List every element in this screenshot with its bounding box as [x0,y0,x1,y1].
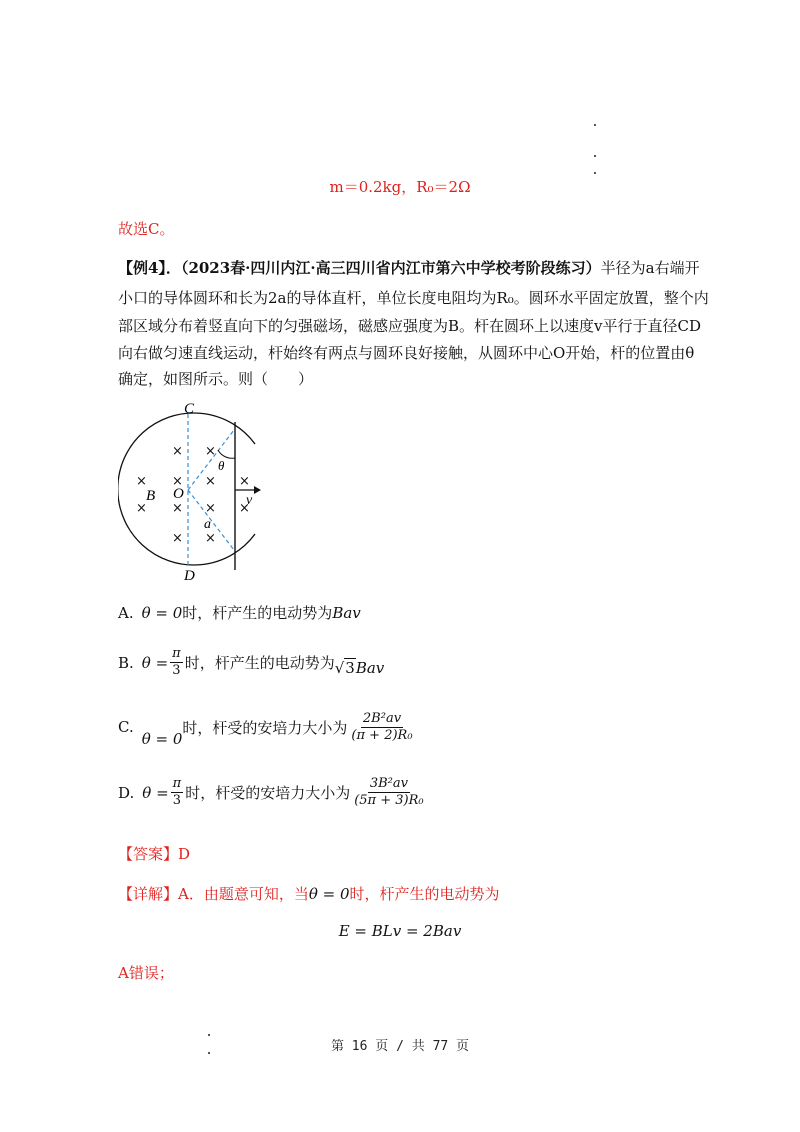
fraction-denominator: 3 [172,793,182,808]
label-o: O [173,486,184,502]
example-tag: 【例4】． [118,259,181,277]
option-c-prefix: C. [118,718,134,736]
field-cross: × [205,531,216,546]
decorative-dot [594,124,596,126]
detail-condition: θ = 0 [308,885,350,903]
example-line-2: 小口的导体圆环和长为2a的导体直杆，单位长度电阻均为R₀。圆环水平固定放置，整个内 [118,289,709,307]
detail-line [118,883,500,904]
fraction-denominator: 3 [172,663,181,678]
option-b[interactable] [118,646,384,679]
fraction-numerator: π [172,776,182,791]
option-b-value: √3Bav [334,658,385,677]
field-cross: × [239,501,250,516]
option-b-prefix: B. [118,653,134,672]
label-b: B [146,488,156,504]
answer-label: 【答案】D [118,845,191,863]
sqrt-radicand: 3 [345,658,355,677]
field-cross: × [205,444,216,459]
option-a-condition: θ = 0 [141,603,183,622]
option-d-fraction-force [352,776,425,809]
option-b-value-rest: Bav [355,658,385,677]
page-footer: 第 16 页 / 共 77 页 [330,1039,470,1054]
field-cross: × [172,444,183,459]
example-source: （2023春·四川内江·高三四川省内江市第六中学校考阶段练习） [180,259,601,277]
option-c-condition: θ = 0 [141,730,183,748]
detail-tag: 【详解】A．由题意可知，当 [118,885,309,903]
label-theta: θ [218,458,225,473]
equation-emf: E = BLv = 2Bav [338,922,462,940]
label-d: D [184,568,195,584]
detail-rest: 时，杆产生的电动势为 [349,885,500,903]
decorative-dot [594,172,596,174]
formula-mass-resistance [0,176,800,197]
a-wrong-text: A错误； [118,964,174,982]
option-c[interactable] [118,706,417,748]
example-line-4: 向右做匀速直线运动，杆始终有两点与圆环良好接触，从圆环中心O开始，杆的位置由θ [118,344,695,362]
fraction-numerator: 2B²av [362,710,402,726]
option-d-text: 时，杆受的安培力大小为 [185,784,351,802]
fraction-numerator: π [172,646,181,661]
option-b-text: 时，杆产生的电动势为 [184,654,335,672]
option-a-prefix: A. [118,603,134,622]
velocity-arrowhead [254,486,261,494]
decorative-dot [594,155,596,157]
label-a: a [204,517,211,532]
field-cross: × [205,501,216,516]
field-cross: × [172,531,183,546]
fraction-numerator: 3B²av [369,776,408,791]
field-cross: × [239,474,250,489]
label-c: C [184,401,195,417]
option-d-fraction-angle [171,776,184,809]
option-a[interactable] [118,602,361,623]
example-line-1 [118,258,698,278]
option-c-fraction [349,711,414,744]
field-cross: × [136,474,147,489]
field-cross: × [172,501,183,516]
circuit-figure [118,400,278,585]
option-c-text: 时，杆受的安培力大小为 [182,718,348,737]
example-line1-rest: 半径为a右端开 [600,259,700,277]
option-d[interactable] [118,776,428,809]
formula-text: m＝0.2kg，R₀＝2Ω [329,178,471,196]
example-line-3: 部区域分布着竖直向下的匀强磁场，磁感应强度为B。杆在圆环上以速度v平行于直径CD [118,317,702,335]
fraction-denominator: (5π + 3)R₀ [354,793,424,808]
option-b-fraction [170,646,183,679]
example-line-5: 确定，如图所示。则（ ） [118,370,314,388]
option-a-text: 时，杆产生的电动势为 [182,604,333,622]
label-v: v [246,493,253,508]
option-d-condition: θ = [142,783,169,802]
field-cross: × [136,501,147,516]
fraction-denominator: (π + 2)R₀ [351,727,413,743]
field-cross: × [172,474,183,489]
option-a-value: Bav [332,603,361,622]
field-cross: × [205,474,216,489]
option-b-condition: θ = [141,653,169,672]
option-d-prefix: D. [118,783,135,802]
select-c-text: 故选C。 [118,220,175,238]
